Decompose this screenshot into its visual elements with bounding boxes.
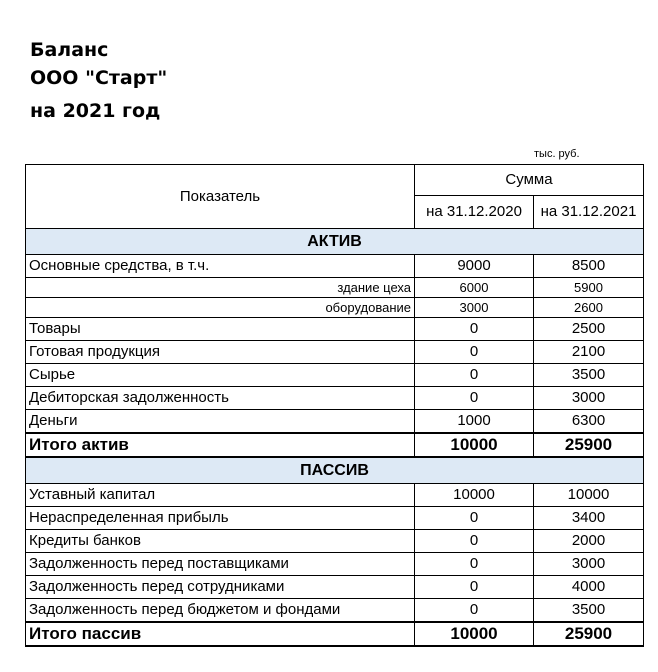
table-row — [26, 298, 644, 318]
doc-title-line2: ООО "Старт" — [30, 67, 168, 89]
row-value-2020: 0 — [415, 364, 534, 387]
row-value-2020: 3000 — [415, 298, 534, 318]
total-value-2020: 10000 — [415, 622, 534, 646]
row-value-2020: 0 — [415, 341, 534, 364]
row-label: Задолженность перед поставщиками — [26, 553, 415, 576]
row-value-2020: 0 — [415, 576, 534, 599]
row-label: здание цеха — [26, 278, 415, 298]
doc-title-line3: на 2021 год — [30, 100, 161, 122]
total-value-2021: 25900 — [534, 622, 644, 646]
row-value-2021: 2000 — [534, 530, 644, 553]
row-label: Нераспределенная прибыль — [26, 507, 415, 530]
row-label: Деньги — [26, 410, 415, 434]
row-value-2021: 3500 — [534, 599, 644, 623]
row-value-2021: 3400 — [534, 507, 644, 530]
header-sum: Сумма — [415, 165, 644, 196]
table-row — [26, 576, 644, 599]
total-value-2021: 25900 — [534, 433, 644, 457]
assets-total-row — [26, 433, 644, 457]
table-row — [26, 278, 644, 298]
row-value-2020: 10000 — [415, 484, 534, 507]
row-value-2021: 2600 — [534, 298, 644, 318]
row-value-2020: 0 — [415, 553, 534, 576]
row-value-2021: 3000 — [534, 553, 644, 576]
header-indicator: Показатель — [26, 165, 415, 229]
section-liabilities: ПАССИВ — [26, 457, 644, 484]
total-label: Итого актив — [26, 433, 415, 457]
table-row — [26, 410, 644, 434]
table-row — [26, 553, 644, 576]
row-value-2020: 1000 — [415, 410, 534, 434]
row-value-2021: 6300 — [534, 410, 644, 434]
row-label: Задолженность перед сотрудниками — [26, 576, 415, 599]
table-row — [26, 341, 644, 364]
total-value-2020: 10000 — [415, 433, 534, 457]
row-value-2021: 2100 — [534, 341, 644, 364]
row-label: Сырье — [26, 364, 415, 387]
row-label: оборудование — [26, 298, 415, 318]
balance-table — [25, 164, 644, 647]
row-value-2020: 0 — [415, 318, 534, 341]
row-label: Готовая продукция — [26, 341, 415, 364]
row-value-2020: 0 — [415, 530, 534, 553]
table-row — [26, 599, 644, 623]
table-row — [26, 530, 644, 553]
table-row — [26, 484, 644, 507]
row-value-2020: 0 — [415, 599, 534, 623]
row-label: Задолженность перед бюджетом и фондами — [26, 599, 415, 623]
row-label: Основные средства, в т.ч. — [26, 255, 415, 278]
row-label: Уставный капитал — [26, 484, 415, 507]
row-value-2021: 3000 — [534, 387, 644, 410]
header-date-2020: на 31.12.2020 — [415, 196, 534, 229]
row-value-2021: 3500 — [534, 364, 644, 387]
row-value-2020: 9000 — [415, 255, 534, 278]
row-value-2020: 0 — [415, 507, 534, 530]
table-row — [26, 507, 644, 530]
row-label: Товары — [26, 318, 415, 341]
table-row — [26, 255, 644, 278]
table-row — [26, 318, 644, 341]
row-label: Кредиты банков — [26, 530, 415, 553]
table-row — [26, 387, 644, 410]
row-value-2020: 6000 — [415, 278, 534, 298]
doc-title-line1: Баланс — [30, 39, 109, 61]
row-value-2021: 10000 — [534, 484, 644, 507]
row-value-2021: 8500 — [534, 255, 644, 278]
section-assets: АКТИВ — [26, 229, 644, 255]
row-value-2021: 2500 — [534, 318, 644, 341]
liabilities-total-row — [26, 622, 644, 646]
total-label: Итого пассив — [26, 622, 415, 646]
unit-note: тыс. руб. — [534, 148, 580, 160]
row-value-2021: 4000 — [534, 576, 644, 599]
row-label: Дебиторская задолженность — [26, 387, 415, 410]
header-date-2021: на 31.12.2021 — [534, 196, 644, 229]
row-value-2021: 5900 — [534, 278, 644, 298]
row-value-2020: 0 — [415, 387, 534, 410]
table-row — [26, 364, 644, 387]
